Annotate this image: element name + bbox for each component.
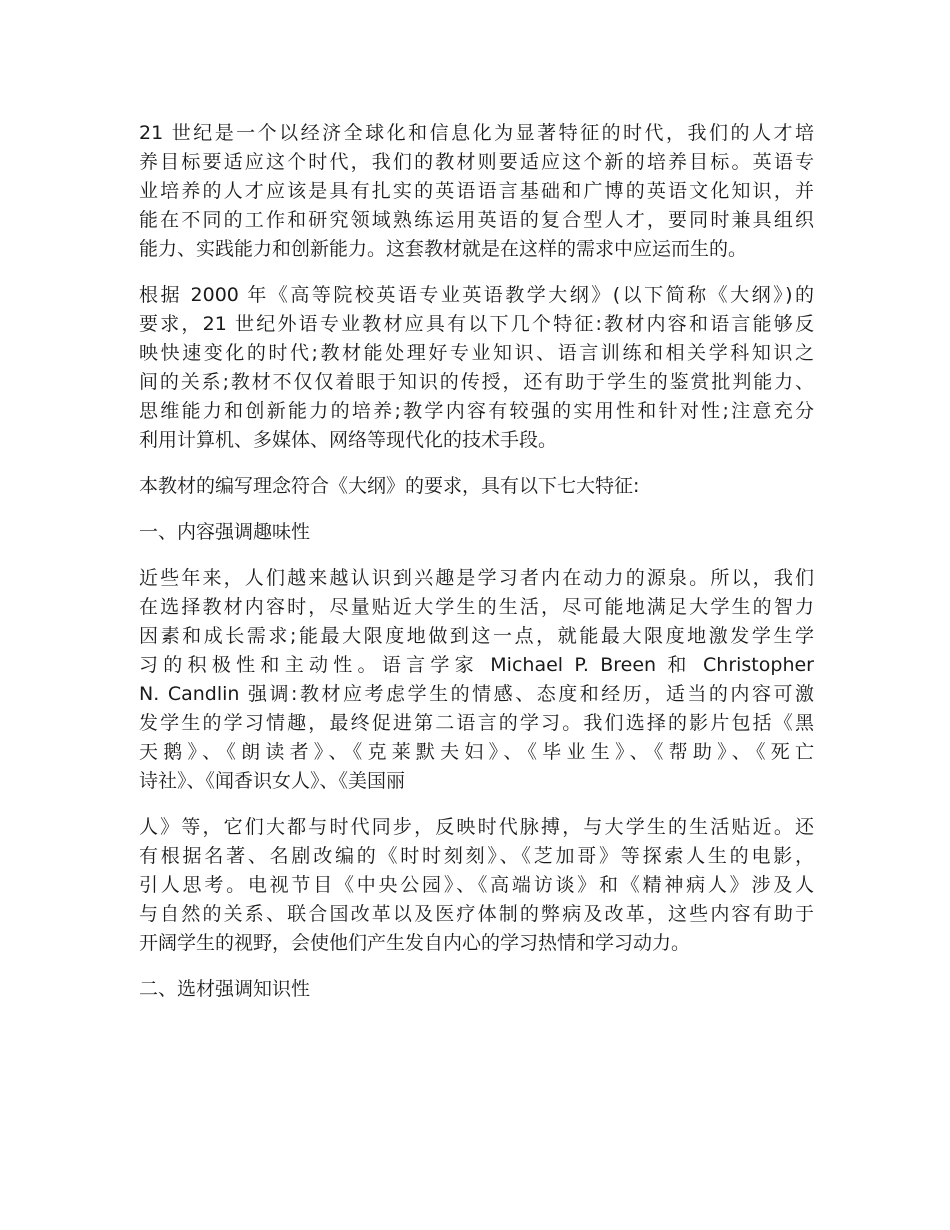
text-line: 映快速变化的时代;教材能处理好专业知识、语言训练和相关学科知识之 [139, 342, 814, 364]
text-line: 21 世纪是一个以经济全球化和信息化为显著特征的时代，我们的人才培 [139, 122, 814, 144]
text-line: 本教材的编写理念符合《大纲》的要求，具有以下七大特征: [139, 475, 640, 497]
text-line: 在选择教材内容时，尽量贴近大学生的生活，尽可能地满足大学生的智力 [139, 596, 814, 618]
text-line: 与自然的关系、联合国改革以及医疗体制的弊病及改革，这些内容有助于 [139, 903, 814, 925]
document-body [139, 119, 814, 1021]
text-line: 发学生的学习情趣，最终促进第二语言的学习。我们选择的影片包括《黑 [139, 712, 814, 734]
paragraph-interest [139, 564, 814, 796]
text-line: 间的关系;教材不仅仅着眼于知识的传授，还有助于学生的鉴赏批判能力、 [139, 371, 814, 393]
text-line: 天鹅》、《朗读者》、《克莱默夫妇》、《毕业生》、《帮助》、《死亡 [139, 741, 814, 763]
text-line: 利用计算机、多媒体、网络等现代化的技术手段。 [139, 429, 558, 451]
text-line: 思维能力和创新能力的培养;教学内容有较强的实用性和针对性;注意充分 [139, 400, 814, 422]
text-line: 开阔学生的视野，会使他们产生发自内心的学习热情和学习动力。 [139, 932, 691, 954]
text-line: 有根据名著、名剧改编的《时时刻刻》、《芝加哥》等探索人生的电影， [139, 845, 814, 867]
section-heading-2 [139, 975, 814, 1004]
paragraph-features-intro [139, 472, 814, 501]
paragraph-intro [139, 119, 814, 264]
text-line: 近些年来，人们越来越认识到兴趣是学习者内在动力的源泉。所以，我们 [139, 567, 814, 589]
text-line: 能在不同的工作和研究领域熟练运用英语的复合型人才，要同时兼具组织 [139, 209, 814, 231]
text-line: 因素和成长需求;能最大限度地做到这一点，就能最大限度地激发学生学 [139, 625, 814, 647]
text-line: 诗社》、《闻香识女人》、《美国丽 [139, 770, 406, 792]
text-line: 引人思考。电视节目《中央公园》、《高端访谈》和《精神病人》涉及人 [139, 874, 814, 896]
paragraph-syllabus [139, 281, 814, 455]
heading-text: 一、内容强调趣味性 [139, 521, 311, 543]
paragraph-films [139, 813, 814, 958]
text-line: 习的积极性和主动性。语言学家 Michael P. Breen 和 Christopher [139, 654, 814, 676]
text-line: 根据 2000 年《高等院校英语专业英语教学大纲》(以下简称《大纲》)的 [139, 284, 814, 306]
text-line: 业培养的人才应该是具有扎实的英语语言基础和广博的英语文化知识，并 [139, 180, 814, 202]
text-line: 能力、实践能力和创新能力。这套教材就是在这样的需求中应运而生的。 [139, 238, 748, 260]
section-heading-1 [139, 518, 814, 547]
text-line: 人》等，它们大都与时代同步，反映时代脉搏，与大学生的生活贴近。还 [139, 816, 814, 838]
text-line: 要求，21 世纪外语专业教材应具有以下几个特征:教材内容和语言能够反 [139, 313, 814, 335]
text-line: 养目标要适应这个时代，我们的教材则要适应这个新的培养目标。英语专 [139, 151, 814, 173]
text-line: N. Candlin 强调:教材应考虑学生的情感、态度和经历，适当的内容可激 [139, 683, 814, 705]
heading-text: 二、选材强调知识性 [139, 978, 311, 1000]
